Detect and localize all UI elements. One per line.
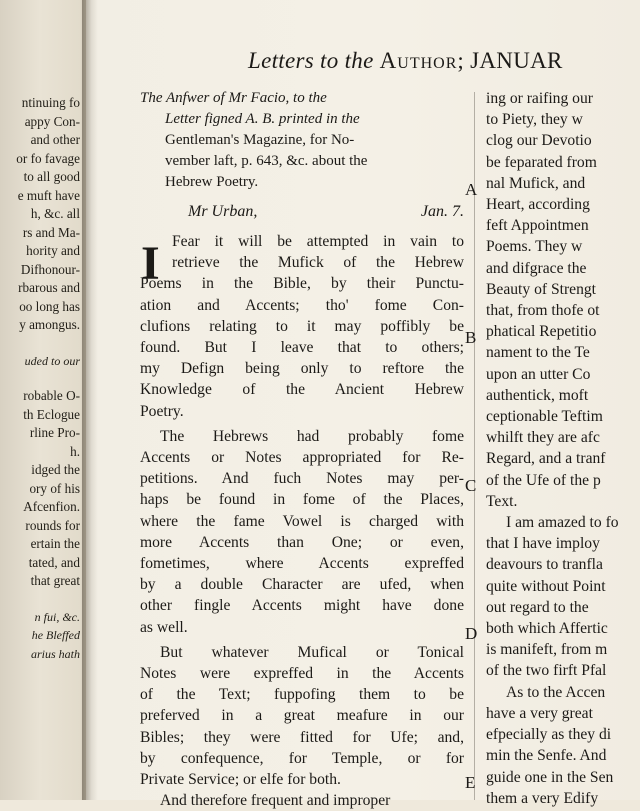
- left-line: and other: [30, 132, 80, 147]
- left-line: to all good: [23, 169, 80, 184]
- article-column-right: [486, 88, 640, 809]
- running-head: [248, 48, 563, 74]
- left-line: n fui, &c.: [34, 609, 80, 624]
- margin-letter-d: D: [465, 624, 478, 643]
- text-line: guide one in the Sen: [486, 768, 614, 786]
- text-line: Poems. They w: [486, 238, 583, 256]
- text-line: them a very Edify: [486, 789, 599, 807]
- margin-letter-c: C: [465, 476, 477, 495]
- header-line: The Anfwer of Mr Facio, to the: [140, 90, 327, 106]
- left-line: hority and: [26, 243, 80, 258]
- text-line: Heart, according: [486, 196, 590, 214]
- left-italic-note: uded to our: [24, 353, 80, 368]
- left-line: ory of his: [29, 480, 80, 496]
- running-head-italic: Letters to the: [248, 48, 374, 73]
- left-line: Difhonour-: [20, 261, 80, 277]
- book-gutter-shadow: [82, 0, 98, 800]
- text-line: ation and Accents; tho' fome Con-: [140, 296, 464, 314]
- article-body: [140, 231, 464, 811]
- text-line: feft Appointmen: [486, 217, 589, 235]
- text-line: preferved in a great meafure in our: [140, 707, 464, 725]
- text-line: retrieve the Mufick of the Hebrew: [172, 254, 464, 272]
- header-line: Hebrew Poetry.: [165, 174, 259, 190]
- text-line: that I have imploy: [486, 535, 600, 553]
- paragraph-2: [140, 426, 464, 638]
- text-line: Text.: [486, 492, 518, 510]
- text-line: min the Senfe. And: [486, 747, 607, 765]
- margin-letter-a: A: [465, 180, 478, 199]
- text-line: of the Text; fuppofing them to be: [140, 686, 464, 704]
- text-line: upon an utter Co: [486, 365, 591, 383]
- left-line: h, &c. all: [30, 206, 80, 221]
- text-line: Accents or Notes appropriated for Re-: [140, 449, 464, 467]
- text-line: out regard to the: [486, 598, 589, 616]
- paragraph-3: [140, 642, 464, 790]
- text-line: fometimes, where Accents expreffed: [140, 555, 464, 573]
- salutation-row: [140, 201, 464, 223]
- left-line: appy Con-: [24, 113, 80, 129]
- left-line: ntinuing fo: [21, 95, 80, 110]
- left-line: he Bleffed: [31, 628, 80, 642]
- header-line: Gentleman's Magazine, for No-: [165, 132, 355, 148]
- text-line: of the Ufe of the p: [486, 471, 601, 489]
- text-line: found. But I leave that to others;: [140, 339, 464, 357]
- text-line: more Accents than One; or even,: [140, 533, 464, 551]
- left-line: rounds for: [25, 517, 80, 533]
- left-line: h.: [70, 443, 80, 459]
- text-line: efpecially as they di: [486, 726, 612, 744]
- text-line: to Piety, they w: [486, 111, 583, 129]
- left-line: ertain the: [30, 536, 80, 551]
- text-line: of the two firft Pfal: [486, 662, 607, 680]
- left-line: rbarous and: [18, 280, 80, 295]
- text-line: authentick, moft: [486, 386, 589, 404]
- text-line: nal Mufick, and: [486, 174, 586, 192]
- running-head-month: ; JANUAR: [457, 48, 563, 73]
- text-line: as well.: [140, 618, 188, 636]
- text-line: my Defign being only to reftore the: [140, 360, 464, 378]
- text-line: Fear it will be attempted in vain to: [172, 233, 464, 250]
- text-line: Bibles; they were fitted for Ufe; and,: [140, 728, 464, 746]
- text-line: Knowledge of the Ancient Hebrew: [140, 381, 464, 399]
- text-line: I am amazed to fo: [506, 514, 619, 532]
- text-line: Poetry.: [140, 402, 184, 420]
- text-line: And therefore frequent and improper: [160, 792, 391, 810]
- paragraph-4: [140, 790, 464, 811]
- text-line: and difgrace the: [486, 259, 587, 277]
- text-line: have a very great: [486, 704, 593, 722]
- article-column-left: [140, 88, 464, 811]
- text-line: ceptionable Teftim: [486, 408, 603, 426]
- left-line: tated, and: [28, 554, 80, 570]
- text-line: be feparated from: [486, 153, 597, 171]
- left-page-text: [0, 94, 86, 663]
- text-line: petitions. And fuch Notes may per-: [140, 470, 464, 488]
- text-line: whilft they are afc: [486, 429, 600, 447]
- text-line: But whatever Mufical or Tonical: [160, 643, 464, 661]
- text-line: by confequence, for Temple, or for: [140, 749, 464, 767]
- left-line: oo long has: [19, 298, 80, 314]
- paragraph-1: [140, 231, 464, 422]
- text-line: ing or raifing our: [486, 90, 593, 107]
- left-line: rs and Ma-: [22, 224, 80, 240]
- letter-date: Jan. 7.: [420, 203, 464, 220]
- left-line: th Eclogue: [23, 406, 80, 422]
- margin-letter-b: B: [465, 328, 477, 347]
- running-head-author: Author: [379, 48, 458, 73]
- text-line: where the fame Vowel is charged with: [140, 512, 464, 530]
- text-line: Beauty of Strengt: [486, 280, 597, 298]
- text-line: both which Affertic: [486, 620, 608, 638]
- left-line: that great: [30, 573, 80, 588]
- margin-letter-e: E: [465, 773, 476, 792]
- drop-cap: I: [141, 237, 160, 290]
- text-line: quite without Point: [486, 577, 606, 595]
- left-line: idged the: [31, 462, 80, 477]
- text-line: phatical Repetitio: [486, 323, 597, 341]
- left-line: y amongus.: [19, 317, 80, 332]
- text-line: Notes were expreffed in the Accents: [140, 665, 464, 683]
- left-line: arius hath: [30, 646, 80, 661]
- text-line: deavours to tranfla: [486, 556, 603, 574]
- left-line: rline Pro-: [29, 425, 80, 440]
- left-line: Afcenfion.: [23, 499, 80, 514]
- header-line: Letter figned A. B. printed in the: [165, 111, 360, 127]
- article-header: [140, 88, 464, 193]
- text-line: clog our Devotio: [486, 132, 592, 150]
- text-line: that, from thofe ot: [486, 302, 600, 320]
- text-line: Private Service; or elfe for both.: [140, 771, 341, 789]
- text-line: other fingle Accents might have done: [140, 597, 464, 615]
- text-line: clufions relating to it may poffibly be: [140, 317, 464, 335]
- text-line: Poems in the Bible, by their Punctu-: [140, 275, 464, 293]
- left-line: robable O-: [23, 388, 80, 403]
- text-line: Regard, and a tranf: [486, 450, 606, 468]
- left-line: or fo favage: [16, 150, 80, 166]
- text-line: As to the Accen: [506, 683, 606, 701]
- text-line: by a double Character are ufed, when: [140, 576, 464, 594]
- text-line: The Hebrews had probably fome: [160, 427, 464, 445]
- header-line: vember laft, p. 643, &c. about the: [165, 153, 368, 169]
- text-line: is manifeft, from m: [486, 641, 608, 659]
- salutation: Mr Urban,: [188, 203, 258, 220]
- text-line: haps be found in fome of the Places,: [140, 491, 464, 509]
- left-line: e muft have: [17, 187, 80, 203]
- left-facing-page: [0, 0, 86, 800]
- text-line: nament to the Te: [486, 344, 590, 362]
